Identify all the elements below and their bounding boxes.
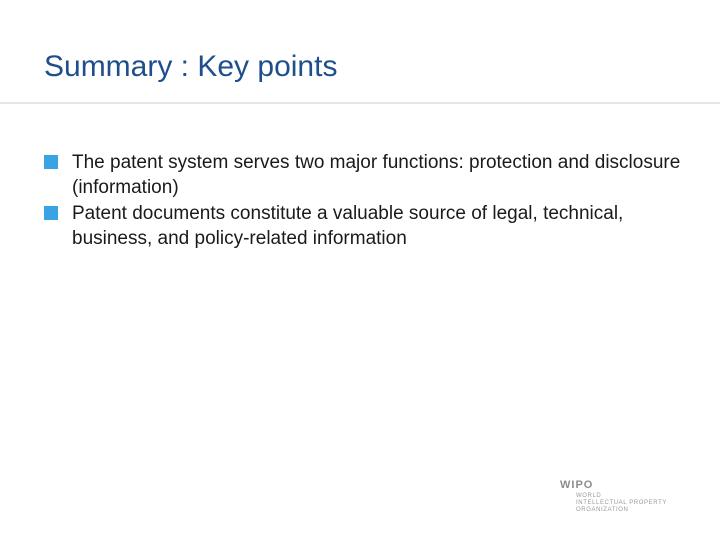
logo-wordmark: WIPO: [560, 479, 594, 491]
bullet-item: [44, 150, 684, 200]
bullet-text: Patent documents constitute a valuable source of legal, technical, business, and policy-related information: [72, 203, 624, 249]
bullet-text: The patent system serves two major functions: protection and disclosure (information): [72, 152, 681, 198]
logo-line-intellectual-property: INTELLECTUAL PROPERTY: [576, 500, 667, 506]
title-divider: [0, 102, 720, 104]
wipo-logo: [560, 479, 700, 519]
logo-line-world: WORLD: [576, 493, 602, 499]
bullet-item: [44, 201, 684, 251]
square-bullet-icon: [44, 206, 58, 220]
logo-line-organization: ORGANIZATION: [576, 507, 629, 513]
bullet-list: [44, 150, 684, 252]
square-bullet-icon: [44, 155, 58, 169]
slide-title: Summary : Key points: [44, 50, 338, 83]
